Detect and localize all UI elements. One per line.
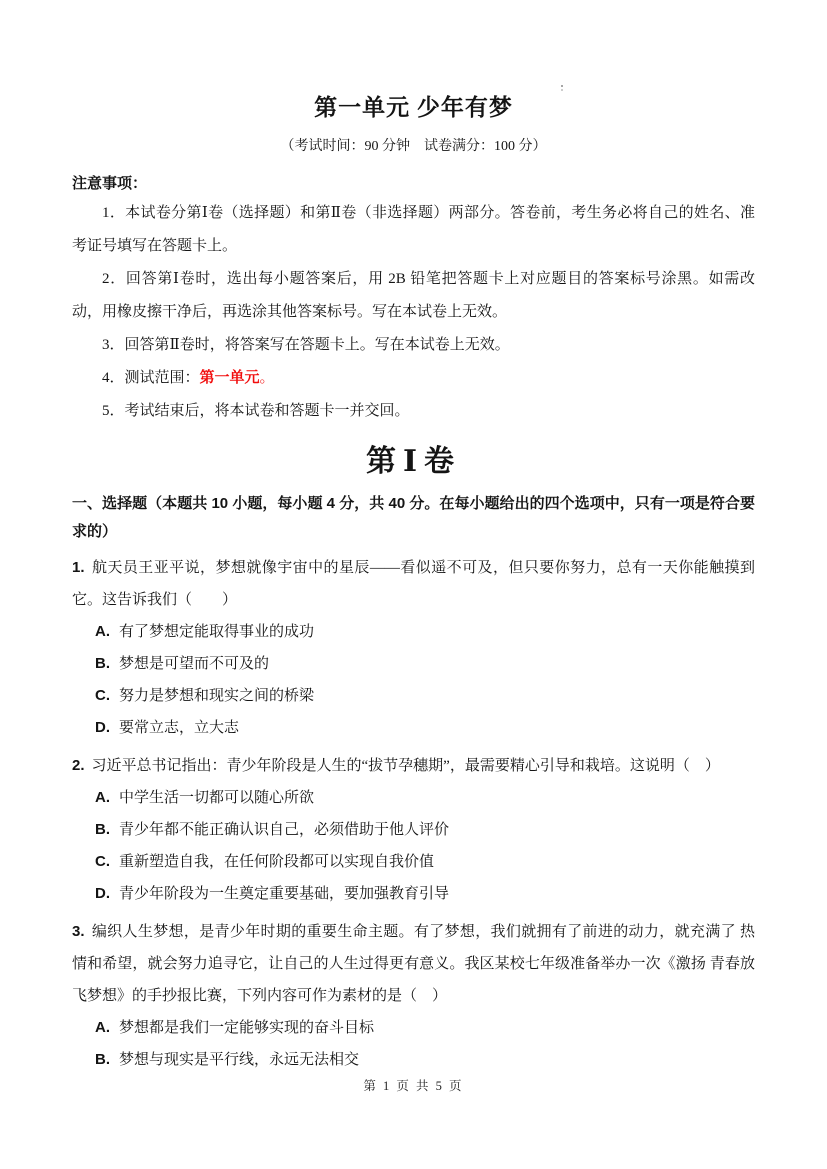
notices-section [72, 171, 755, 428]
notice-item-4-prefix: 4．测试范围： [102, 370, 200, 386]
option-b-label: B. [95, 655, 110, 672]
question-2-option-c [72, 846, 755, 878]
notice-item-3: 3．回答第Ⅱ卷时，将答案写在答题卡上。写在本试卷上无效。 [102, 337, 510, 353]
question-1-option-c [72, 680, 755, 712]
question-2-option-b [72, 814, 755, 846]
question-3-option-b [72, 1044, 755, 1076]
notices-heading: 注意事项： [72, 175, 148, 192]
notice-item-2: 2．回答第Ⅰ卷时，选出每小题答案后，用 2B 铅笔把答题卡上对应题目的答案标号涂黑。如需改动，用橡皮擦干净后，再选涂其他答案标号。写在本试卷上无效。 [72, 271, 755, 320]
question-1-number: 1. [72, 559, 85, 576]
option-a-text: 有了梦想定能取得事业的成功 [119, 624, 315, 640]
question-1-option-b [72, 648, 755, 680]
option-c-text: 努力是梦想和现实之间的桥梁 [119, 688, 315, 704]
question-3 [72, 916, 755, 1076]
question-1 [72, 552, 755, 744]
option-c-label: C. [95, 687, 110, 704]
multiple-choice-instruction: 一、选择题（本题共 10 小题，每小题 4 分，共 40 分。在每小题给出的四个选项中，只有一项是符合要求的） [72, 495, 755, 540]
page-number-footer: 第 1 页 共 5 页 [363, 1079, 464, 1093]
option-b-label: B. [95, 1051, 110, 1068]
option-a-label: A. [95, 623, 110, 640]
option-b-text: 青少年都不能正确认识自己，必须借助于他人评价 [119, 822, 450, 838]
page-title: 第一单元 少年有梦 [314, 95, 513, 120]
exam-meta-line: （考试时间：90 分钟 试卷满分：100 分） [280, 139, 547, 154]
option-a-label: A. [95, 789, 110, 806]
option-d-text: 要常立志，立大志 [119, 720, 240, 736]
question-2-option-a [72, 782, 755, 814]
stray-mark [561, 85, 563, 87]
notice-item-4 [72, 362, 755, 395]
option-c-label: C. [95, 853, 110, 870]
question-1-option-d [72, 712, 755, 744]
notice-item-4-period: 。 [259, 370, 275, 386]
part1-heading: 第Ⅰ卷 [365, 445, 462, 478]
option-c-text: 重新塑造自我，在任何阶段都可以实现自我价值 [119, 854, 435, 870]
option-d-text: 青少年阶段为一生奠定重要基础，要加强教育引导 [119, 886, 450, 902]
option-a-text: 梦想都是我们一定能够实现的奋斗目标 [119, 1020, 375, 1036]
option-d-label: D. [95, 719, 110, 736]
option-b-text: 梦想与现实是平行线，永远无法相交 [119, 1052, 360, 1068]
question-3-option-a [72, 1012, 755, 1044]
question-2 [72, 750, 755, 910]
question-3-number: 3. [72, 923, 85, 940]
question-1-text: 航天员王亚平说，梦想就像宇宙中的星辰——看似遥不可及，但只要你努力，总有一天你能触摸到它。这告诉我们（ ） [72, 560, 755, 608]
question-1-stem [72, 552, 755, 616]
option-a-label: A. [95, 1019, 110, 1036]
question-2-text: 习近平总书记指出：青少年阶段是人生的“拔节孕穗期”，最需要精心引导和栽培。这说明（ ） [91, 758, 720, 774]
option-a-text: 中学生活一切都可以随心所欲 [119, 790, 315, 806]
notice-item-5: 5．考试结束后，将本试卷和答题卡一并交回。 [102, 403, 410, 419]
option-b-text: 梦想是可望而不可及的 [119, 656, 270, 672]
option-d-label: D. [95, 885, 110, 902]
question-2-number: 2. [72, 757, 85, 774]
question-3-text: 编织人生梦想，是青少年时期的重要生命主题。有了梦想，我们就拥有了前进的动力，就充满了 热情和希望，就会努力追寻它，让自己的人生过得更有意义。我区某校七年级准备举办一次《激扬 青春放飞梦想》的手抄报比赛，下列内容可作为素材的是（ ） [72, 924, 755, 1004]
question-2-option-d [72, 878, 755, 910]
notice-item-4-highlight: 第一单元 [199, 370, 260, 386]
option-b-label: B. [95, 821, 110, 838]
question-2-stem [72, 750, 755, 782]
question-3-stem [72, 916, 755, 1012]
question-1-option-a [72, 616, 755, 648]
notice-item-1: 1．本试卷分第Ⅰ卷（选择题）和第Ⅱ卷（非选择题）两部分。答卷前，考生务必将自己的姓名、准考证号填写在答题卡上。 [72, 205, 755, 254]
